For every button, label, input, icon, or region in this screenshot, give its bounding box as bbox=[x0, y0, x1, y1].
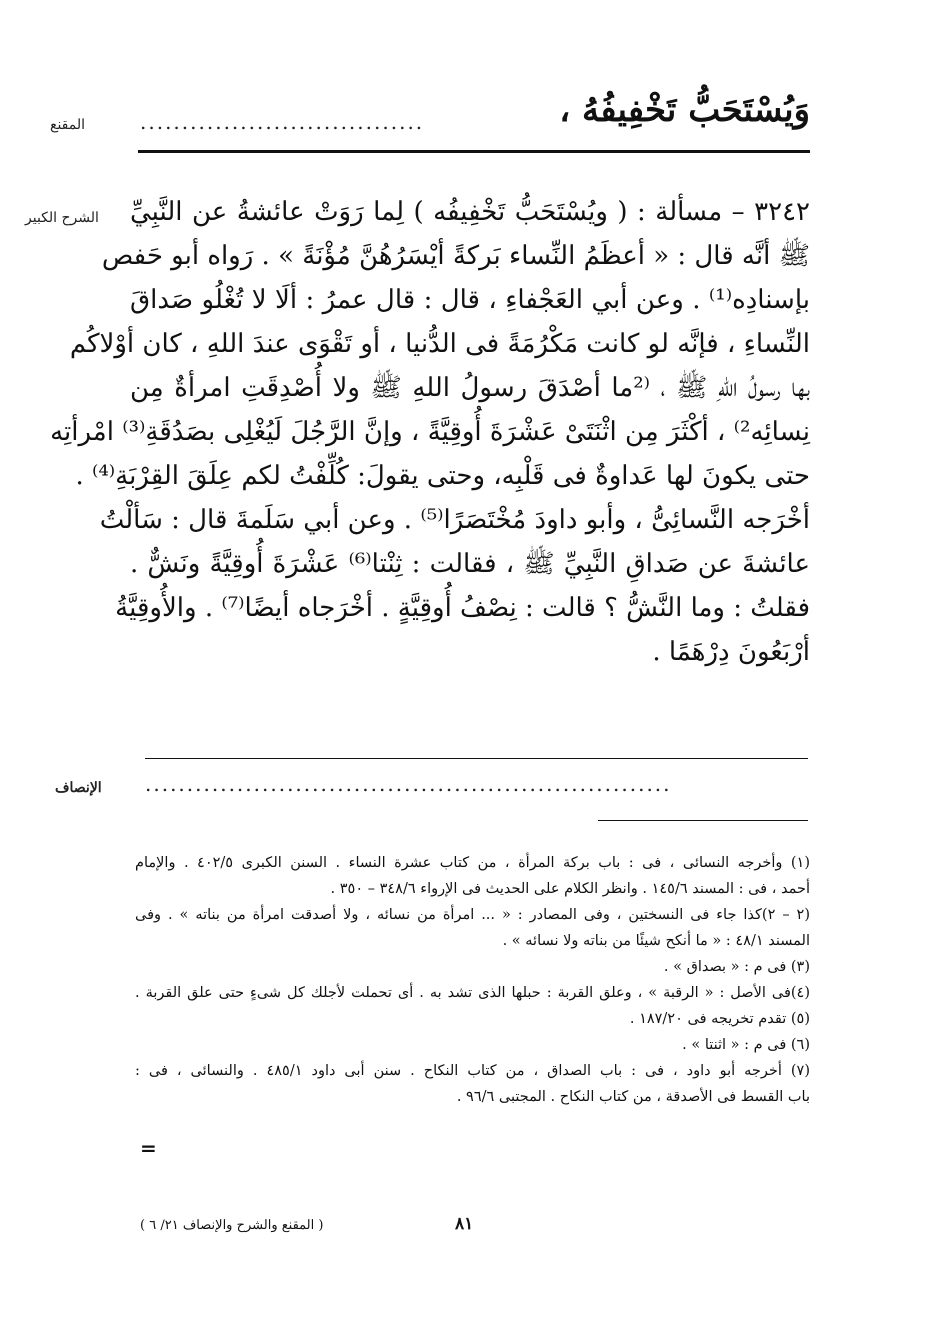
footnote-line: (٣) فى م : « بصداق » . bbox=[663, 959, 810, 975]
footnote-line: (٢ – ٢)كذا جاء فى النسختين ، وفى المصادر : « ... امرأة من نسائه ، ولا أصدقت امرأة من بناته » . وفى bbox=[135, 907, 810, 923]
footnote-line: (١) وأخرجه النسائى ، فى : باب بركة المرأة ، من كتاب عشرة النساء . السنن الكبرى ٤٠٢/٥ . والإمام bbox=[135, 855, 810, 871]
footnote-rule bbox=[598, 820, 808, 821]
page-number: ٨١ bbox=[455, 1214, 474, 1234]
footnote-line: باب القسط فى الأصدقة ، من كتاب النكاح . المجتبى ٩٦/٦ . bbox=[456, 1089, 810, 1105]
insaf-dots: ............................................................... bbox=[145, 772, 672, 796]
footnote-line: (٤)فى الأصل : « الرقبة » ، وعلق القربة : حبلها الذى تشد به . أى تحملت لأجلك كل شىءٍ حتى علق القربة . bbox=[135, 985, 810, 1001]
sharh-line: نِسائِه²⁾ ، أكْثَرَ مِن اثْنَتَىْ عَشْرَةَ أُوقِيَّةً ، وإنَّ الرَّجُلَ لَيُغْلِى بصَدُقَةِ⁽³⁾ امْرأتِه bbox=[50, 417, 810, 447]
sharh-line: بإسنادِه⁽¹⁾ . وعن أبي العَجْفاءِ ، قال : قال عمرُ : ألَا لا تُغْلُو صَداقَ bbox=[130, 285, 810, 315]
label-sharh-kabir: الشرح الكبير bbox=[25, 210, 99, 226]
sharh-line: بها رسولُ اللهِ ﷺ ، ⁽²ما أصْدَقَ رسولُ اللهِ ﷺ ولا أُصْدِقَتِ امرأةٌ مِن bbox=[130, 373, 810, 403]
insaf-rule bbox=[145, 758, 808, 759]
footnotes bbox=[135, 850, 810, 1110]
sharh-line: ﷺ أنَّه قال : « أعظَمُ النِّساء بَركةً أيْسَرُهُنَّ مُؤْنَةً » . رَواه أبو حَفص bbox=[101, 241, 810, 271]
label-insaf: الإنصاف bbox=[55, 780, 102, 796]
sharh-line-last: أرْبَعُونَ دِرْهَمًا . bbox=[652, 637, 810, 667]
label-muqni: المقنع bbox=[50, 117, 86, 133]
header-dots: .................................. bbox=[140, 110, 425, 134]
header-rule bbox=[138, 150, 810, 153]
footnote-line: (٦) فى م : « اثنتا » . bbox=[682, 1037, 810, 1053]
sharh-line: ٣٢٤٢ – مسألة : ( ويُسْتَحَبُّ تَخْفِيفُه ) لِما رَوَتْ عائشةُ عن النَّبِيِّ bbox=[130, 197, 810, 227]
sharh-line: أخْرَجه النَّسائِىُّ ، وأبو داودَ مُخْتَصَرًا⁽⁵⁾ . وعن أبي سَلَمةَ قال : سَألْتُ bbox=[99, 505, 810, 535]
continuation-mark: = bbox=[140, 1136, 157, 1160]
footnote-line: (٧) أخرجه أبو داود ، فى : باب الصداق ، من كتاب النكاح . سنن أبى داود ٤٨٥/١ . والنسائى ، فى : bbox=[135, 1063, 810, 1079]
header-matn-text: وَيُسْتَحَبُّ تَخْفِيفُهُ ، bbox=[559, 90, 810, 130]
footnote-line: (٥) تقدم تخريجه فى ١٨٧/٢٠ . bbox=[629, 1011, 810, 1027]
sharh-line: النِّساءِ ، فإنَّه لو كانت مَكْرُمَةً فى الدُّنيا ، أو تَقْوَى عندَ اللهِ ، كان أوْلاكُم bbox=[69, 329, 810, 359]
sharh-line: فقلتُ : وما النَّشُّ ؟ قالت : نِصْفُ أُوقِيَّةٍ . أخْرَجاه أيضًا⁽⁷⁾ . والأُوقِيَّةُ bbox=[115, 593, 810, 623]
footnote-line: أحمد ، فى : المسند ١٤٥/٦ . وانظر الكلام على الحديث فى الإرواء ٣٤٨/٦ – ٣٥٠ . bbox=[330, 881, 810, 897]
volume-citation: ( المقنع والشرح والإنصاف ٢١/ ٦ ) bbox=[140, 1218, 324, 1233]
sharh-line: حتى يكونَ لها عَداوةٌ فى قَلْبِه، وحتى يقولَ: كُلِّفْتُ لكم عِلَقَ القِرْبَةِ⁽⁴⁾ . bbox=[75, 461, 810, 491]
sharh-line: عائشةَ عن صَداقِ النَّبِيِّ ﷺ ، فقالت : ثِنْتا⁽⁶⁾ عَشْرَةَ أُوقِيَّةً ونَشٌّ . bbox=[130, 549, 810, 579]
footnote-line: المسند ٤٨/١ : « ما أنكح شيئًا من بناته ولا نسائه » . bbox=[502, 933, 810, 949]
